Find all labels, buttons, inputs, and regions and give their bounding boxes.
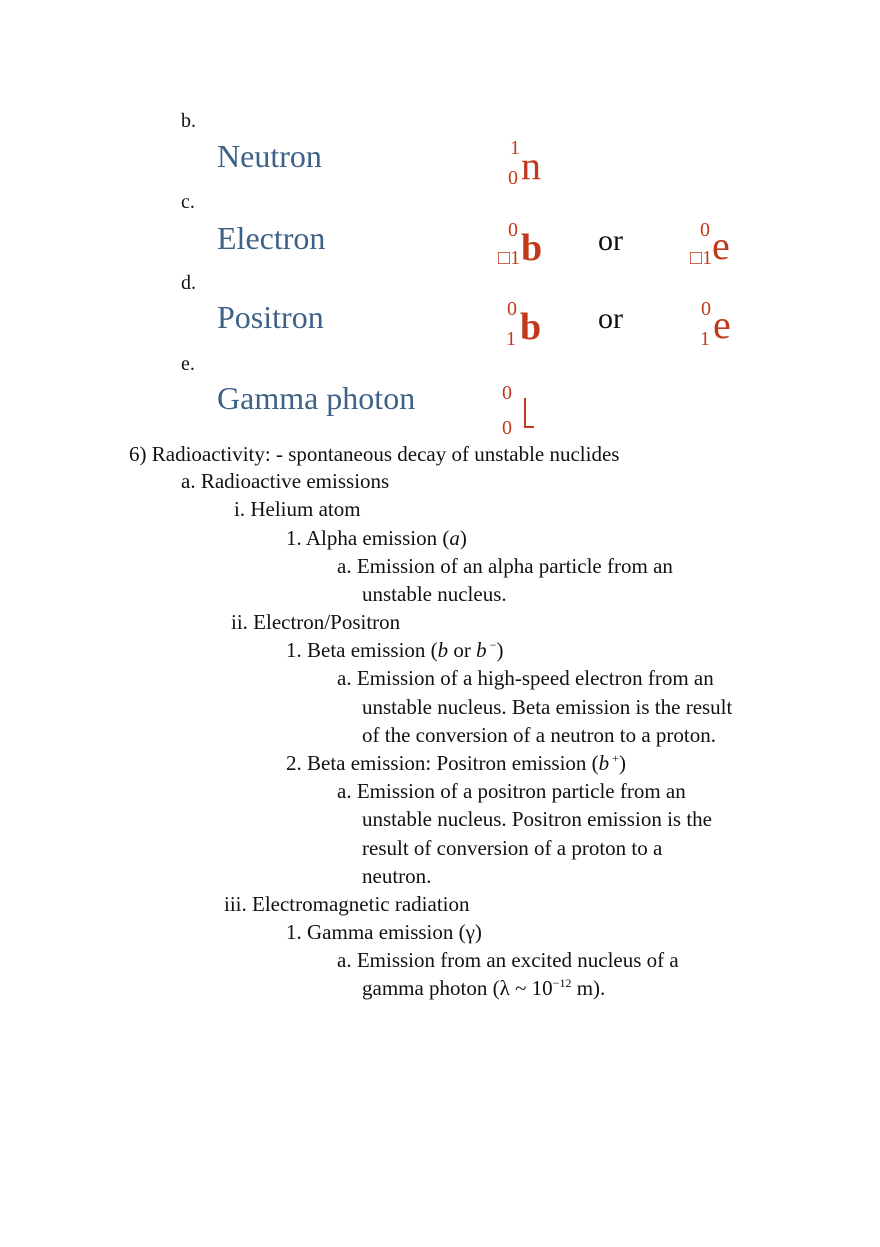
beta-post: )	[496, 638, 504, 662]
beta-or: or	[448, 638, 477, 662]
particle-name-gamma: Gamma photon	[217, 380, 416, 416]
outline-positron-desc-1: a. Emission of a positron particle from an	[337, 779, 686, 803]
alpha-pre: 1. Alpha emission (	[286, 526, 450, 550]
particle-name-electron: Electron	[217, 220, 326, 256]
beta-symbol-1: b	[437, 638, 449, 662]
particle-name-neutron: Neutron	[217, 138, 322, 174]
item-letter-d: d.	[181, 272, 196, 294]
positron-post: )	[618, 751, 626, 775]
outline-positron-desc-3: result of conversion of a proton to a	[362, 836, 663, 860]
beta-pre: 1. Beta emission (	[286, 638, 438, 662]
positron-e-mass-number: 0	[701, 298, 711, 320]
item-letter-e: e.	[181, 353, 195, 375]
gamma-desc-post: m).	[571, 976, 606, 1000]
gamma-exponent: −12	[552, 976, 572, 990]
alpha-symbol: a	[449, 526, 460, 550]
positron-e-glyph: e	[713, 302, 731, 347]
electron-e-glyph: e	[712, 223, 730, 268]
particle-name-positron: Positron	[217, 299, 324, 335]
electron-beta-charge-number: □1	[498, 247, 521, 269]
outline-alpha-desc-1: a. Emission of an alpha particle from an	[337, 554, 673, 578]
outline-positron-emission	[286, 751, 626, 776]
outline-beta-desc-2: unstable nucleus. Beta emission is the result	[362, 695, 733, 719]
electron-beta-glyph: b	[521, 227, 543, 269]
outline-positron-desc-2: unstable nucleus. Positron emission is the	[362, 807, 712, 831]
positron-pre: 2. Beta emission: Positron emission (	[286, 751, 599, 775]
neutron-charge-number: 0	[508, 167, 518, 189]
or-text-2: or	[598, 302, 623, 335]
neutron-mass-number: 1	[510, 137, 520, 159]
positron-beta-charge-number: 1	[506, 328, 516, 350]
beta-minus: −	[486, 638, 497, 652]
beta-symbol-2: b	[476, 638, 487, 662]
positron-plus: +	[609, 751, 619, 765]
outline-alpha-desc-2: unstable nucleus.	[362, 582, 507, 606]
gamma-desc-pre: gamma photon (λ ~ 10	[362, 976, 553, 1000]
outline-beta-desc-1: a. Emission of a high-speed electron from an	[337, 666, 714, 690]
alpha-post: )	[459, 526, 467, 550]
neutron-glyph: n	[521, 143, 541, 188]
or-text: or	[598, 224, 623, 257]
outline-gamma-desc-1: a. Emission from an excited nucleus of a	[337, 948, 679, 972]
outline-gamma-emission: 1. Gamma emission (γ)	[286, 920, 482, 944]
outline-beta-desc-3: of the conversion of a neutron to a proton.	[362, 723, 716, 747]
gamma-glyph-box-icon	[524, 398, 534, 428]
gamma-charge-number: 0	[502, 417, 512, 439]
outline-electron-positron: ii. Electron/Positron	[231, 610, 401, 634]
positron-beta-mass-number: 0	[507, 298, 517, 320]
electron-e-mass-number: 0	[700, 219, 710, 241]
outline-radioactivity: 6) Radioactivity: - spontaneous decay of unstable nuclides	[129, 442, 620, 466]
positron-e-charge-number: 1	[700, 328, 710, 350]
outline-positron-desc-4: neutron.	[362, 864, 432, 888]
item-letter-c: c.	[181, 191, 195, 213]
electron-beta-mass-number: 0	[508, 219, 518, 241]
item-letter-b: b.	[181, 110, 196, 132]
outline-em-radiation: iii. Electromagnetic radiation	[224, 892, 470, 916]
outline-gamma-desc-2	[362, 976, 605, 1001]
positron-symbol: b	[598, 751, 610, 775]
outline-beta-emission	[286, 638, 503, 663]
outline-radioactive-emissions: a. Radioactive emissions	[181, 469, 390, 493]
positron-beta-glyph: b	[520, 306, 542, 348]
gamma-mass-number: 0	[502, 382, 512, 404]
outline-alpha-emission	[286, 526, 467, 551]
outline-helium-atom: i. Helium atom	[234, 497, 361, 521]
electron-e-charge-number: □1	[690, 247, 713, 269]
